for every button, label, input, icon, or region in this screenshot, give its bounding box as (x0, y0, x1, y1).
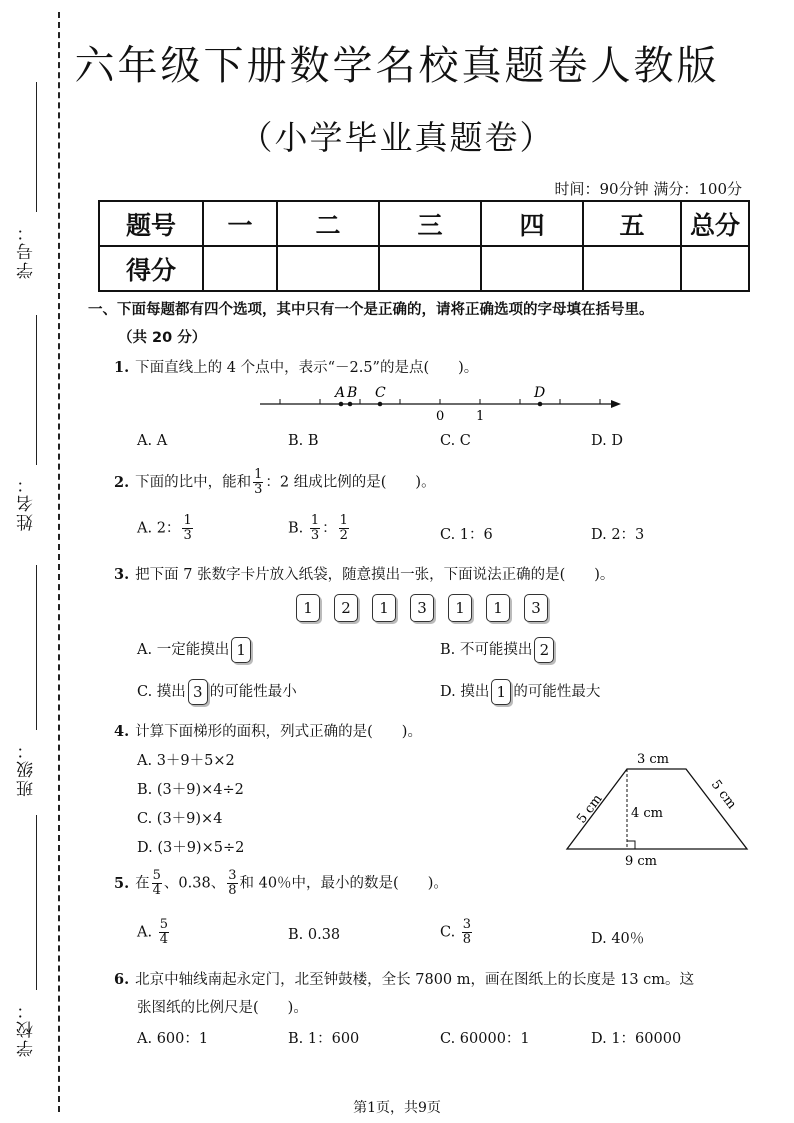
number-card: 1 (448, 594, 472, 622)
left-side-label: 5 cm (574, 791, 606, 827)
q3-option-c[interactable]: C. 摸出 3 的可能性最小 (137, 679, 297, 705)
table-cell: 得分 (99, 246, 203, 291)
q2-option-d[interactable]: D. 2：3 (591, 527, 645, 543)
class-label: 班级： (17, 740, 37, 797)
class-line (36, 565, 37, 730)
name-label: 姓名： (17, 474, 37, 531)
table-cell: 一 (203, 201, 277, 246)
question-text: 把下面 7 张数字卡片放入纸袋，随意摸出一张，下面说法正确的是( )。 (135, 567, 615, 583)
q1-option-c[interactable]: C. C (440, 433, 471, 449)
page-subtitle: （小学毕业真题卷） (239, 118, 555, 157)
number-card: 1 (231, 637, 251, 663)
q5-option-d[interactable]: D. 40％ (591, 931, 645, 947)
bottom-base-label: 9 cm (625, 854, 658, 869)
number-card: 3 (188, 679, 208, 705)
number-card: 2 (334, 594, 358, 622)
school-line (36, 815, 37, 990)
tick-label-0: 0 (436, 409, 445, 424)
q5-option-a[interactable]: A. $\frac{5}{4}$ (137, 917, 168, 947)
q1-option-d[interactable]: D. D (591, 433, 623, 449)
fraction: $\frac{1}{3}$ (254, 467, 263, 497)
table-cell: 二 (277, 201, 379, 246)
question-number: 6. (114, 971, 130, 988)
number-card: 1 (296, 594, 320, 622)
question-4 (114, 720, 422, 741)
q3-option-d[interactable]: D. 摸出 1 的可能性最大 (440, 679, 600, 705)
number-card: 1 (486, 594, 510, 622)
table-cell: 总分 (681, 201, 749, 246)
question-6 (114, 968, 694, 989)
q4-option-d[interactable]: D. (3＋9)×5÷2 (137, 840, 245, 856)
score-input-cell[interactable] (481, 246, 583, 291)
right-side-label: 5 cm (707, 777, 740, 812)
trapezoid-figure (555, 748, 760, 870)
q4-option-c[interactable]: C. (3＋9)×4 (137, 811, 223, 827)
q5-option-b[interactable]: B. 0.38 (288, 927, 341, 943)
table-cell: 题号 (99, 201, 203, 246)
number-card: 2 (534, 637, 554, 663)
q6-option-b[interactable]: B. 1：600 (288, 1031, 360, 1047)
number-cards (296, 594, 548, 622)
q2-option-c[interactable]: C. 1：6 (440, 527, 493, 543)
section-points: （共 20 分） (118, 330, 207, 346)
q6-option-a[interactable]: A. 600：1 (137, 1031, 209, 1047)
point-a-label: A (335, 385, 346, 401)
q6-option-d[interactable]: D. 1：60000 (591, 1031, 682, 1047)
binding-dashed-line (58, 12, 60, 1112)
q2-option-a[interactable]: A. 2： $\frac{1}{3}$ (137, 513, 192, 543)
score-table-score-row (99, 246, 749, 291)
tick-label-1: 1 (476, 409, 485, 424)
question-text: 下面的比中，能和 (135, 474, 252, 491)
question-text: 北京中轴线南起永定门，北至钟鼓楼，全长 7800 m，画在图纸上的长度是 13 cm。这 (135, 972, 695, 988)
question-number: 3. (114, 566, 130, 583)
number-line (255, 382, 625, 424)
page-title: 六年级下册数学名校真题卷人教版 (74, 43, 720, 89)
question-5: 5. 在 $\frac{5}{4}$ 、0.38、 $\frac{3}{8}$ 和 40％中，最小的数是( )。 (114, 868, 448, 898)
height-label: 4 cm (631, 806, 664, 821)
number-card: 1 (491, 679, 511, 705)
question-3 (114, 563, 614, 584)
top-base-label: 3 cm (637, 752, 670, 767)
question-text: 计算下面梯形的面积，列式正确的是( )。 (135, 724, 422, 740)
question-text: 下面直线上的 4 个点中，表示“－2.5”的是点( )。 (135, 360, 479, 376)
fraction: $\frac{5}{4}$ (152, 868, 161, 898)
score-input-cell[interactable] (203, 246, 277, 291)
q3-option-b[interactable]: B. 不可能摸出 2 (440, 637, 556, 663)
question-number: 1. (114, 359, 130, 376)
point-c-label: C (375, 385, 386, 401)
question-number: 2. (114, 473, 130, 491)
point-d-label: D (534, 385, 546, 401)
table-cell: 五 (583, 201, 681, 246)
point-b-label: B (347, 385, 358, 401)
fraction: $\frac{3}{8}$ (228, 868, 237, 898)
question-1 (114, 356, 478, 377)
table-cell: 四 (481, 201, 583, 246)
question-6-line2: 张图纸的比例尺是( )。 (137, 1000, 308, 1016)
score-input-cell[interactable] (681, 246, 749, 291)
time-info: 时间：90分钟 满分：100分 (554, 180, 742, 198)
score-input-cell[interactable] (277, 246, 379, 291)
score-input-cell[interactable] (583, 246, 681, 291)
q4-option-a[interactable]: A. 3＋9＋5×2 (137, 753, 235, 769)
score-table-header-row (99, 201, 749, 246)
q2-option-b[interactable]: B. $\frac{1}{3}$ ： $\frac{1}{2}$ (288, 513, 348, 543)
score-table (98, 200, 750, 292)
score-input-cell[interactable] (379, 246, 481, 291)
q4-option-b[interactable]: B. (3＋9)×4÷2 (137, 782, 244, 798)
number-card: 3 (524, 594, 548, 622)
q1-option-b[interactable]: B. B (288, 433, 319, 449)
page-number: 第1页，共9页 (353, 1100, 441, 1116)
student-id-label: 学号： (17, 222, 37, 279)
question-number: 5. (114, 874, 130, 892)
q3-option-a[interactable]: A. 一定能摸出 1 (137, 637, 253, 663)
question-text: ：2 组成比例的是( )。 (265, 474, 436, 491)
q5-option-c[interactable]: C. $\frac{3}{8}$ (440, 917, 472, 947)
question-2 (114, 468, 436, 497)
q1-option-a[interactable]: A. A (137, 433, 168, 449)
q6-option-c[interactable]: C. 60000：1 (440, 1031, 530, 1047)
number-card: 3 (410, 594, 434, 622)
question-number: 4. (114, 723, 130, 740)
table-cell: 三 (379, 201, 481, 246)
number-card: 1 (372, 594, 396, 622)
name-line (36, 315, 37, 465)
school-label: 学校： (17, 1000, 37, 1057)
section-heading: 一、下面每题都有四个选项，其中只有一个是正确的，请将正确选项的字母填在括号里。 (88, 302, 654, 318)
